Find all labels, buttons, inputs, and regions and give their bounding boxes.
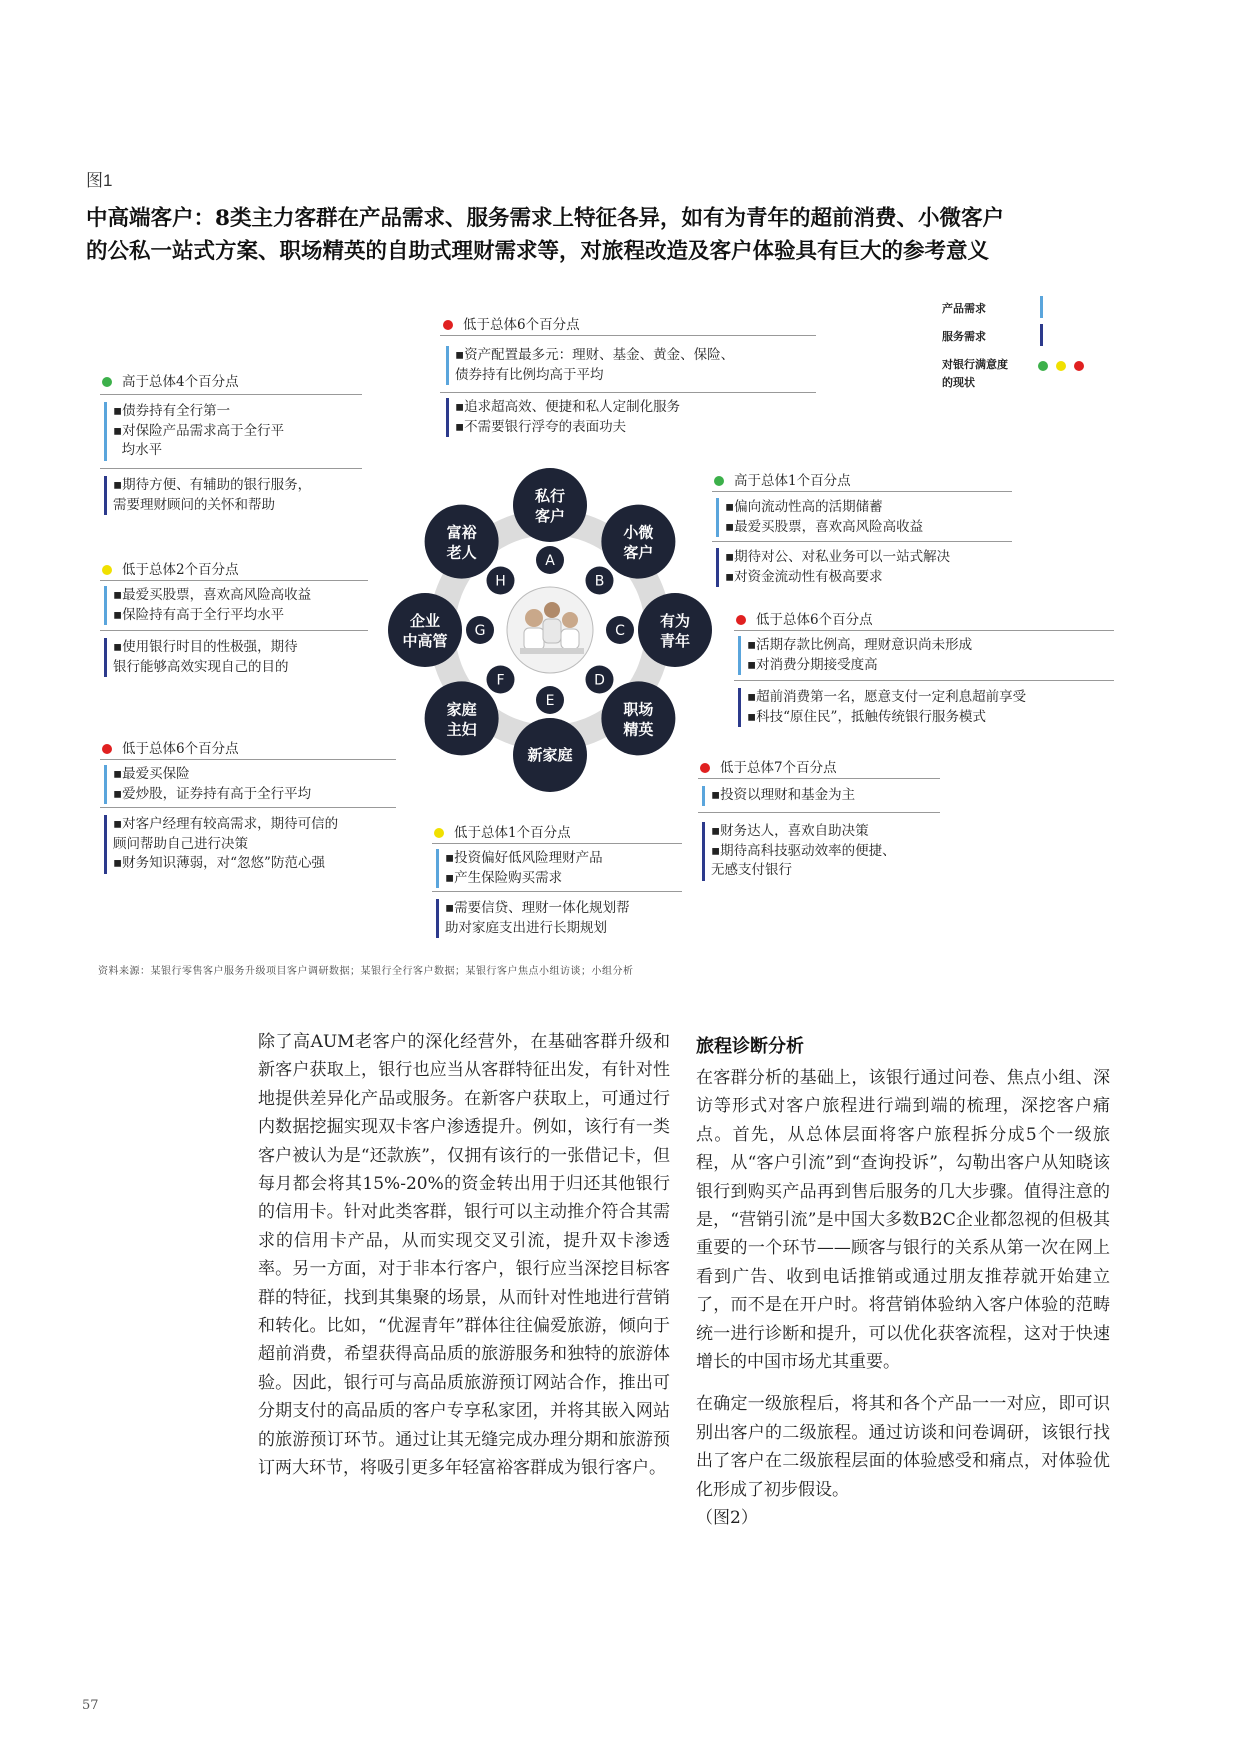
service-line: ▪不需要银行浮夸的表面功夫 <box>455 418 627 435</box>
segment-node-c <box>638 593 712 667</box>
body-right-paragraph-1: 在客群分析的基础上，该银行通过问卷、焦点小组、深访等形式对客户旅程进行端到端的梳理，深挖客户痛点。首先，从总体层面将客户旅程拆分成5个一级旅程，从“客户引流”到“查询投诉”，勾勒出客户从知晓该银行到购买产品再到售后服务的几大步骤。值得注意的是，“营销引流”是中国大多数B2C企业都忽视的但极其重要的一个环节——顾客与银行的关系从第一次在网上看到广告、收到电话推销或通过朋友推荐就开始建立了，而不是在开户时。将营销体验纳入客户体验的范畴统一进行诊断和提升，可以优化获客流程，这对于快速增长的中国市场尤其重要。 <box>696 1068 1110 1373</box>
figure-title <box>86 202 1176 268</box>
need-line: ▪产生保险购买需求 <box>445 869 563 886</box>
need-line: ▪最爱买保险 <box>113 766 190 782</box>
segment-node-d <box>601 681 675 755</box>
yellow-dot-icon <box>1056 361 1066 371</box>
segment-c-status <box>736 608 873 628</box>
segment-a-service-needs <box>446 398 680 437</box>
service-line: ▪超前消费第一名，愿意支付一定利息超前享受 <box>747 689 1027 705</box>
yellow-dot-icon <box>434 828 444 838</box>
divider <box>100 580 368 581</box>
red-dot-icon <box>102 744 112 754</box>
segment-node-h <box>425 505 499 579</box>
segment-node-b <box>601 505 675 579</box>
segment-letter-f <box>487 665 515 693</box>
body-right-column <box>696 1064 1110 1533</box>
divider <box>734 630 1114 631</box>
legend-satisfaction-line-2: 的现状 <box>942 376 975 389</box>
red-dot-icon <box>443 320 453 330</box>
need-line: ▪对消费分期接受度高 <box>747 656 878 673</box>
page-number: 57 <box>82 1698 99 1713</box>
svg-text:A: A <box>545 553 555 569</box>
segment-node-label: 主妇 <box>446 720 477 739</box>
segment-node-label: 有为 <box>659 612 691 630</box>
service-line: ▪需要信贷、理财一体化规划帮 <box>445 900 630 916</box>
need-line: ▪债券持有全行第一 <box>113 403 231 419</box>
segment-g-service-needs <box>104 638 298 677</box>
segment-node-label: 家庭 <box>446 700 477 719</box>
section-title: 旅程诊断分析 <box>696 1036 804 1057</box>
body-right-paragraph-2: 在确定一级旅程后，将其和各个产品一一对应，即可识别出客户的二级旅程。通过访谈和问卷调研，该银行找出了客户在二级旅程层面的体验感受和痛点，对体验优化形成了初步假设。 <box>696 1394 1110 1500</box>
segment-h-status-text: 高于总体4个百分点 <box>122 374 239 390</box>
need-line: ▪对保险产品需求高于全行平 <box>113 422 285 439</box>
svg-text:C: C <box>615 623 625 639</box>
segment-node-label: 青年 <box>659 632 691 650</box>
service-line: ▪使用银行时目的性极强，期待 <box>113 639 298 655</box>
svg-text:H: H <box>495 573 506 590</box>
segment-node-label: 职场 <box>623 700 654 719</box>
segment-g-status <box>102 558 239 578</box>
service-line: ▪科技“原住民”，抵触传统银行服务模式 <box>747 708 986 725</box>
segment-g-product-needs <box>104 586 311 625</box>
need-line: ▪保险持有高于全行平均水平 <box>113 606 285 623</box>
segment-node-e <box>513 718 587 792</box>
segment-a-status <box>443 313 580 333</box>
segment-b-product-needs <box>716 498 923 537</box>
segment-c-service-needs <box>738 688 1026 727</box>
segment-e-product-needs <box>436 849 603 888</box>
segment-h-service-needs <box>104 476 311 515</box>
segment-node-g <box>388 593 462 667</box>
segment-b-status <box>714 469 851 489</box>
need-line: ▪最爱买股票，喜欢高风险高收益 <box>725 518 924 535</box>
legend-product-bar <box>1040 296 1043 318</box>
need-line: ▪最爱买股票，喜欢高风险高收益 <box>113 587 312 603</box>
segment-f-status-text: 低于总体6个百分点 <box>122 741 239 757</box>
service-line: 无感支付银行 <box>711 862 792 878</box>
segment-d-product-needs <box>702 786 855 806</box>
customer-segment-wheel <box>370 450 730 810</box>
divider <box>100 630 368 631</box>
segment-c-status-text: 低于总体6个百分点 <box>756 612 873 628</box>
segment-letter-d <box>585 665 613 693</box>
divider <box>734 680 1114 681</box>
need-line: ▪资产配置最多元：理财、基金、黄金、保险、 <box>455 347 735 363</box>
svg-text:G: G <box>474 623 486 639</box>
segment-letter-g <box>466 616 494 644</box>
segment-f-status <box>102 737 239 757</box>
need-line: ▪投资以理财和基金为主 <box>711 787 856 803</box>
service-line: ▪期待高科技驱动效率的便捷、 <box>711 842 896 859</box>
service-line: 助对家庭支出进行长期规划 <box>445 919 607 936</box>
segment-d-service-needs <box>702 822 896 881</box>
service-line: ▪期待对公、对私业务可以一站式解决 <box>725 549 951 565</box>
divider <box>432 891 682 892</box>
segment-node-label: 客户 <box>623 543 654 562</box>
legend-service-label: 服务需求 <box>942 330 986 343</box>
segment-node-label: 富裕 <box>446 523 477 542</box>
segment-f-product-needs <box>104 765 311 804</box>
legend-product-label: 产品需求 <box>942 302 986 315</box>
segment-d-status-text: 低于总体7个百分点 <box>720 760 837 776</box>
red-dot-icon <box>736 615 746 625</box>
svg-text:F: F <box>496 672 505 689</box>
legend-satisfaction-line-1: 对银行满意度 <box>942 358 1008 371</box>
service-line: ▪追求超高效、便捷和私人定制化服务 <box>455 399 681 415</box>
divider <box>100 759 396 760</box>
need-line: ▪偏向流动性高的活期储蓄 <box>725 499 883 515</box>
red-dot-icon <box>1074 361 1084 371</box>
legend-dots <box>1038 356 1084 375</box>
divider <box>440 335 816 336</box>
segment-a-product-needs <box>446 346 734 385</box>
figure-reference: （图2） <box>696 1508 758 1529</box>
segment-letter-a <box>536 546 564 574</box>
body-left-column <box>258 1028 670 1483</box>
service-line: 需要理财顾问的关怀和帮助 <box>113 496 275 513</box>
divider <box>698 778 940 779</box>
segment-a-status-text: 低于总体6个百分点 <box>463 317 580 333</box>
segment-b-status-text: 高于总体1个百分点 <box>734 473 851 489</box>
figure-label: 图1 <box>86 171 113 190</box>
service-line: ▪对资金流动性有极高要求 <box>725 568 883 585</box>
segment-node-f <box>425 681 499 755</box>
figure-title-line-1: 中高端客户：8类主力客群在产品需求、服务需求上特征各异，如有为青年的超前消费、小微客户 <box>86 206 1004 231</box>
segment-node-label: 新家庭 <box>527 746 573 764</box>
divider <box>100 394 362 395</box>
divider <box>432 843 682 844</box>
green-dot-icon <box>102 377 112 387</box>
segment-f-service-needs <box>104 815 338 874</box>
segment-e-status-text: 低于总体1个百分点 <box>454 825 571 841</box>
body-left-paragraph: 除了高AUM老客户的深化经营外，在基础客群升级和新客户获取上，银行也应当从客群特征出发，有针对性地提供差异化产品或服务。在新客户获取上，可通过行内数据挖掘实现双卡客户渗透提升。例如，该行有一类客户被认为是“还款族”，仅拥有该行的一张借记卡，但每月都会将其15%-20%的资金转出用于归还其他银行的信用卡。针对此类客群，银行可以主动推介符合其需求的信用卡产品，从而实现交叉引流，提升双卡渗透率。另一方面，对于非本行客户，银行应当深挖目标客群的特征，找到其集聚的场景，从而针对性地进行营销和转化。比如，“优渥青年”群体往往偏爱旅游，倾向于超前消费，希望获得高品质的旅游服务和独特的旅游体验。因此，银行可与高品质旅游预订网站合作，推出可分期支付的高品质的客户专享私家团，并将其嵌入网站的旅游预订环节。通过让其无缝完成办理分期和旅游预订两大环节，将吸引更多年轻富裕客群成为银行客户。 <box>258 1032 670 1479</box>
red-dot-icon <box>700 763 710 773</box>
figure-title-line-2: 的公私一站式方案、职场精英的自助式理财需求等，对旅程改造及客户体验具有巨大的参考意义 <box>86 239 990 264</box>
segment-e-status <box>434 821 571 841</box>
divider <box>698 812 940 813</box>
segment-b-service-needs <box>716 548 950 587</box>
segment-d-status <box>700 756 837 776</box>
divider <box>712 541 1012 542</box>
segment-h-product-needs <box>104 402 284 461</box>
segment-letter-c <box>606 616 634 644</box>
segment-node-label: 小微 <box>623 523 654 542</box>
service-line: 银行能够高效实现自己的目的 <box>113 658 289 675</box>
segment-e-service-needs <box>436 899 630 938</box>
need-line: 债券持有比例均高于平均 <box>455 366 604 383</box>
green-dot-icon <box>1038 361 1048 371</box>
legend-satisfaction-label <box>942 356 1008 392</box>
service-line: ▪对客户经理有较高需求，期待可信的 <box>113 816 339 832</box>
yellow-dot-icon <box>102 565 112 575</box>
source-note: 资料来源：某银行零售客户服务升级项目客户调研数据；某银行全行客户数据；某银行客户焦点小组访谈；小组分析 <box>98 966 634 977</box>
segment-node-label: 企业 <box>409 612 441 630</box>
segment-node-label: 客户 <box>534 507 566 525</box>
need-line: ▪投资偏好低风险理财产品 <box>445 850 603 866</box>
divider <box>100 807 396 808</box>
svg-text:D: D <box>594 672 605 689</box>
center-photo-icon <box>507 587 593 673</box>
segment-letter-b <box>585 567 613 595</box>
service-line: ▪财务达人，喜欢自助决策 <box>711 823 869 839</box>
need-line: ▪爱炒股，证券持有高于全行平均 <box>113 785 312 802</box>
segment-letter-h <box>487 567 515 595</box>
legend-service-bar <box>1040 324 1043 346</box>
need-line: ▪活期存款比例高，理财意识尚未形成 <box>747 637 973 653</box>
divider <box>712 491 1012 492</box>
segment-node-label: 精英 <box>623 720 654 739</box>
service-line: ▪期待方便、有辅助的银行服务， <box>113 477 312 493</box>
divider <box>440 392 816 393</box>
need-line: 均水平 <box>113 442 163 458</box>
segment-letter-e <box>536 686 564 714</box>
segment-node-label: 私行 <box>534 487 566 505</box>
segment-h-status <box>102 370 239 390</box>
segment-node-a <box>513 468 587 542</box>
segment-g-status-text: 低于总体2个百分点 <box>122 562 239 578</box>
segment-c-product-needs <box>738 636 972 675</box>
svg-text:B: B <box>594 573 605 590</box>
svg-text:E: E <box>545 693 555 709</box>
divider <box>100 468 362 469</box>
segment-node-label: 老人 <box>446 543 477 562</box>
segment-node-label: 中高管 <box>402 632 448 650</box>
service-line: 顾问帮助自己进行决策 <box>113 835 248 852</box>
green-dot-icon <box>714 476 724 486</box>
service-line: ▪财务知识薄弱，对“忽悠”防范心强 <box>113 855 325 871</box>
